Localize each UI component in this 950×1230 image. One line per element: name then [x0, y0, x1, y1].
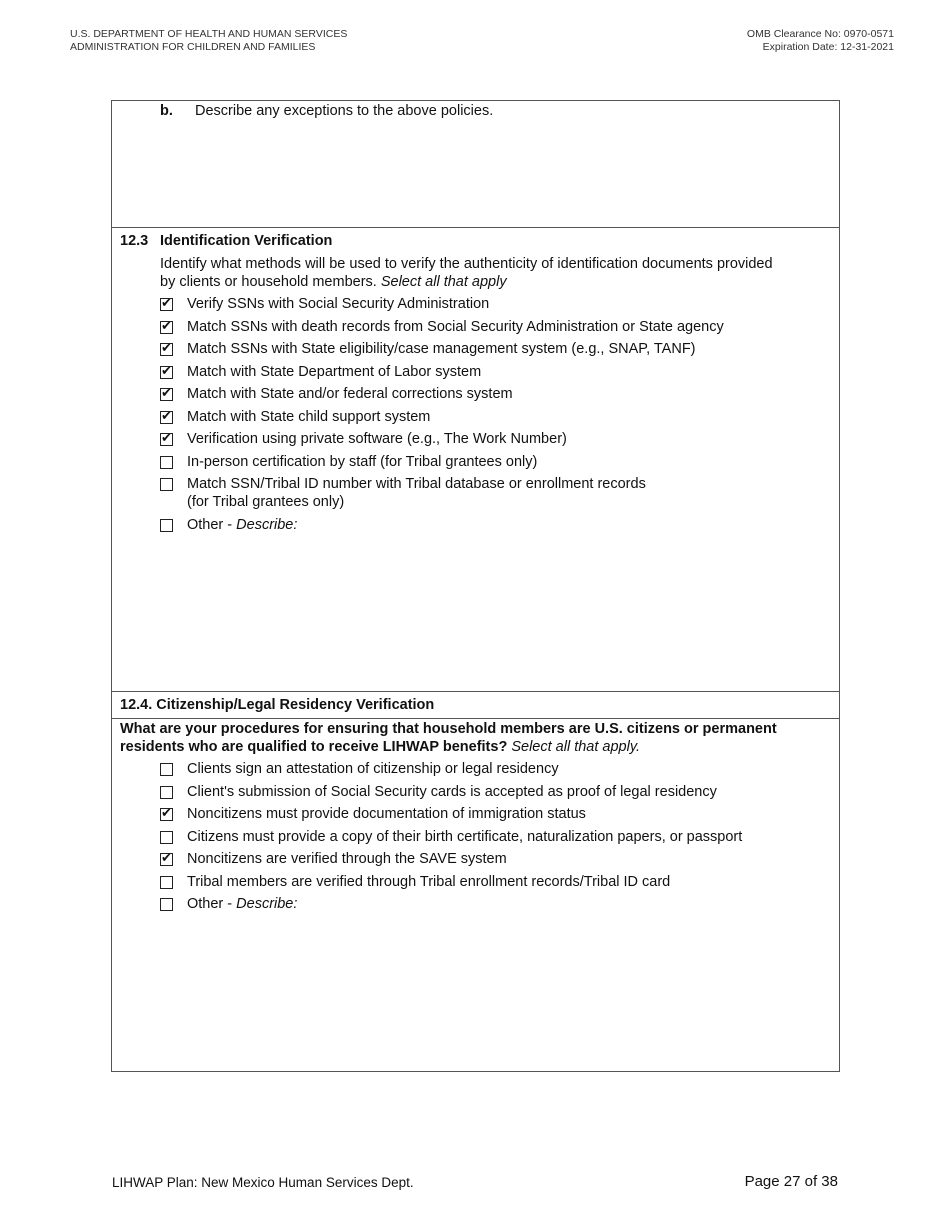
option-label: Client's submission of Social Security cards is accepted as proof of legal residency: [187, 784, 717, 800]
footer-plan-name: LIHWAP Plan: New Mexico Human Services Dept.: [112, 1175, 414, 1190]
expiration-date: Expiration Date: 12-31-2021: [762, 40, 894, 53]
checkbox[interactable]: [160, 411, 173, 424]
option-label: In-person certification by staff (for Tribal grantees only): [187, 454, 538, 470]
option-label: Match SSNs with death records from Social Security Administration or State agency: [187, 319, 724, 335]
option-label: Verification using private software (e.g., The Work Number): [187, 431, 567, 447]
checkbox[interactable]: [160, 853, 173, 866]
option-label: Match with State child support system: [187, 409, 431, 425]
checkbox[interactable]: [160, 898, 173, 911]
checkmark-icon: ✔: [161, 409, 172, 424]
checkbox[interactable]: [160, 456, 173, 469]
divider: [112, 227, 839, 228]
checkbox[interactable]: [160, 388, 173, 401]
option-label: Match SSN/Tribal ID number with Tribal database or enrollment records (for Tribal grantees only): [187, 476, 646, 510]
checkbox[interactable]: [160, 478, 173, 491]
item-b-text: Describe any exceptions to the above policies.: [195, 103, 494, 119]
checkmark-icon: ✔: [161, 319, 172, 334]
agency-header: [70, 28, 347, 53]
option-label: Noncitizens are verified through the SAVE system: [187, 851, 507, 867]
checkbox[interactable]: [160, 433, 173, 446]
checkmark-icon: ✔: [161, 806, 172, 821]
checkbox[interactable]: [160, 808, 173, 821]
option-label: Verify SSNs with Social Security Administration: [187, 296, 490, 312]
checkmark-icon: ✔: [161, 431, 172, 446]
option-label: Match with State and/or federal corrections system: [187, 386, 513, 402]
checkmark-icon: ✔: [161, 386, 172, 401]
checkmark-icon: ✔: [161, 341, 172, 356]
option-label: Match with State Department of Labor system: [187, 364, 482, 380]
section-12-3-intro-1: Identify what methods will be used to verify the authenticity of identification documents provided: [160, 256, 773, 272]
section-12-4-question-1: What are your procedures for ensuring that household members are U.S. citizens or permanent: [120, 721, 777, 737]
form-frame: [111, 100, 840, 1072]
item-b-label: b.: [160, 103, 173, 119]
omb-header: [747, 28, 894, 53]
option-label: Tribal members are verified through Tribal enrollment records/Tribal ID card: [187, 874, 671, 890]
option-label: Noncitizens must provide documentation of immigration status: [187, 806, 586, 822]
checkbox[interactable]: [160, 321, 173, 334]
option-label: Other - Describe:: [187, 517, 298, 533]
agency-line-1: U.S. DEPARTMENT OF HEALTH AND HUMAN SERVICES: [70, 28, 348, 40]
checkbox[interactable]: [160, 786, 173, 799]
option-label: Other - Describe:: [187, 896, 298, 912]
section-12-4-question-2: residents who are qualified to receive LIHWAP benefits? Select all that apply.: [120, 739, 641, 755]
page-number: Page 27 of 38: [744, 1173, 838, 1190]
omb-clearance: OMB Clearance No: 0970-0571: [746, 28, 894, 40]
section-12-4-title: 12.4. Citizenship/Legal Residency Verification: [120, 697, 435, 713]
section-12-3-intro-2: by clients or household members. Select all that apply: [160, 274, 507, 290]
checkmark-icon: ✔: [161, 364, 172, 379]
option-label: Match SSNs with State eligibility/case management system (e.g., SNAP, TANF): [187, 341, 696, 357]
section-12-3-title: Identification Verification: [160, 233, 333, 249]
option-label: Clients sign an attestation of citizenship or legal residency: [187, 761, 559, 777]
agency-line-2: ADMINISTRATION FOR CHILDREN AND FAMILIES: [70, 40, 316, 53]
section-12-3-number: 12.3: [120, 233, 149, 249]
checkbox[interactable]: [160, 763, 173, 776]
checkbox[interactable]: [160, 519, 173, 532]
checkbox[interactable]: [160, 298, 173, 311]
checkmark-icon: ✔: [161, 851, 172, 866]
checkbox[interactable]: [160, 343, 173, 356]
checkbox[interactable]: [160, 366, 173, 379]
checkbox[interactable]: [160, 876, 173, 889]
divider: [112, 718, 839, 719]
divider: [112, 691, 839, 692]
checkbox[interactable]: [160, 831, 173, 844]
checkmark-icon: ✔: [161, 296, 172, 311]
option-label: Citizens must provide a copy of their birth certificate, naturalization papers, or passport: [187, 829, 743, 845]
